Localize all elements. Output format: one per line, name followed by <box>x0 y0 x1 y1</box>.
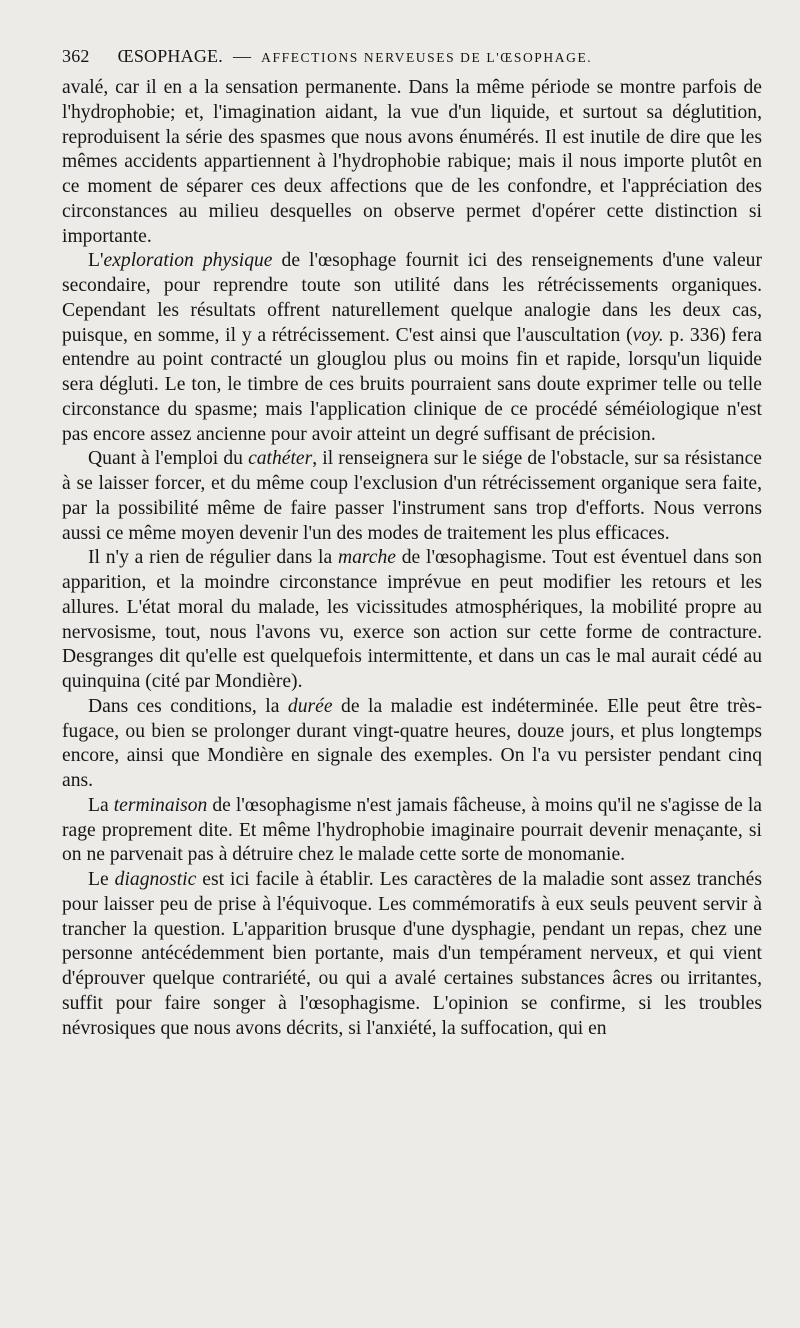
chapter-title: ŒSOPHAGE. <box>117 46 223 66</box>
paragraph <box>62 868 762 1041</box>
text-run: Il n'y a rien de régulier dans la <box>88 547 338 569</box>
text-run: , il renseignera sur le siége de l'obstacle, sur sa résistance à se laisser forcer, et du même coup l'exclusion d'un rétrécissement organique sera faite, par la possibilité même de faire passer l'instrument sans trop d'efforts. Nous verrons aussi ce même moyen devenir l'un des modes de traitement les plus efficaces. <box>62 448 762 544</box>
paragraph <box>62 546 762 695</box>
text-run: Dans ces conditions, la <box>88 695 288 717</box>
italic-term: cathéter <box>248 448 313 470</box>
italic-term: durée <box>287 695 333 717</box>
running-header <box>62 44 762 70</box>
text-run: Le <box>88 869 115 890</box>
text-run: de la maladie est indéterminée. Elle peut être très-fugace, ou bien se prolonger durant vingt-quatre heures, douze jours, et plus longtemps encore, ainsi que Mondière en signale des exemples. On l'a vu persister pendant cinq ans. <box>62 695 762 791</box>
text-run: est ici facile à établir. Les caractères de la maladie sont assez tranchés pour laisser peu de prise à l'équivoque. Les commémoratifs à eux seuls peuvent servir à trancher la question. L'apparition brusque d'une dysphagie, pendant un repas, chez une personne antécédemment bien portante, mais d'un tempérament nerveux, et qui vient d'éprouver quelque contrariété, ou qui a avalé certaines substances âcres ou irritantes, suffit pour faire songer à l'œsophagisme. L'opinion se confirme, si les troubles névrosiques que nous avons décrits, si l'anxiété, la suffocation, qui en <box>62 869 762 1039</box>
section-title: AFFECTIONS NERVEUSES DE L'ŒSOPHAGE. <box>261 50 593 65</box>
page-number: 362 <box>62 46 90 66</box>
header-dash: — <box>232 46 252 66</box>
text-run: La <box>88 794 114 816</box>
italic-term: terminaison <box>113 794 208 816</box>
text-run: Quant à l'emploi du <box>88 448 249 470</box>
paragraph <box>62 249 762 447</box>
text-run: avalé, car il en a la sensation permanente. Dans la même période se montre parfois de l'hydrophobie; et, l'imagination aidant, la vue d'un liquide, et surtout sa déglutition, reproduisent la série des spasmes que nous avons énumérés. Il est inutile de dire que les mêmes accidents appartiennent à l'hydrophobie rabique; mais il nous importe plutôt en ce moment de séparer ces deux affections que de les confondre, et l'appréciation des circonstances au milieu desquelles on observe permet d'opérer cette distinction si importante. <box>62 77 762 247</box>
paragraph <box>62 695 762 794</box>
italic-term: marche <box>337 547 396 569</box>
text-run: p. 336) fera entendre au point contracté un glouglou plus ou moins fin et rapide, lorsqu'un liquide sera dégluti. Le ton, le timbre de ces bruits pourraient sans doute exprimer telle ou telle circonstance du spasme; mais l'application clinique de ce procédé séméiologique n'est pas encore assez ancienne pour avoir atteint un degré suffisant de précision. <box>62 324 762 445</box>
italic-term: voy. <box>632 324 664 346</box>
paragraph <box>62 794 762 868</box>
text-run: de l'œsophagisme. Tout est éventuel dans son apparition, et la moindre circonstance imprévue en peut modifier les retours et les allures. L'état moral du malade, les vicissitudes atmosphériques, la mobilité propre au nervosisme, tout, nous l'avons vu, exerce son action sur cette forme de contracture. Desgranges dit qu'elle est quelquefois intermittente, et dans un cas le mal aurait cédé au quinquina (cité par Mondière). <box>62 547 762 692</box>
italic-term: exploration physique <box>103 250 273 272</box>
text-run: de l'œsophage fournit ici des renseignements d'une valeur secondaire, pour reprendre toute son utilité dans les rétrécissements organiques. Cependant les résultats offrent naturellement quelque analogie dans les deux cas, puisque, en somme, il y a rétrécissement. C'est ainsi que l'auscultation ( <box>62 250 762 346</box>
text-run: de l'œsophagisme n'est jamais fâcheuse, à moins qu'il ne s'agisse de la rage proprement dite. Et même l'hydrophobie imaginaire pourrait devenir menaçante, si on ne parvenait pas à détruire chez le malade cette sorte de monomanie. <box>62 794 762 866</box>
paragraph <box>62 447 762 546</box>
body-text <box>62 76 762 1041</box>
paragraph <box>62 76 762 249</box>
text-run: L' <box>88 250 104 272</box>
italic-term: diagnostic <box>114 869 197 890</box>
